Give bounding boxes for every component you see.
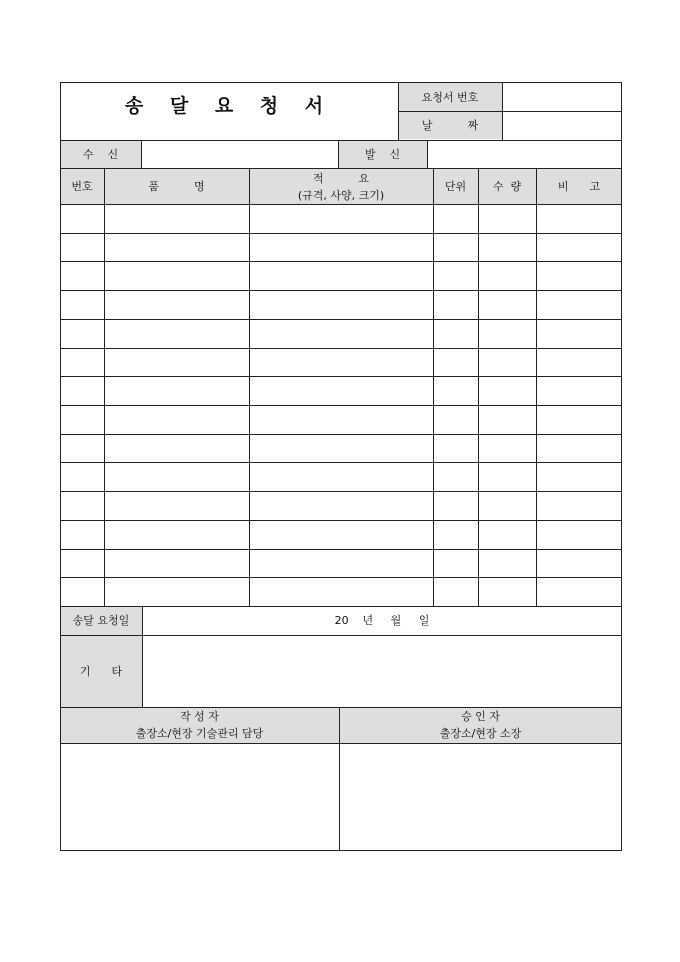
author-role: 출장소/현장 기술관리 담당 xyxy=(135,727,264,740)
table-cell-quantity[interactable] xyxy=(479,234,536,262)
table-cell-name[interactable] xyxy=(105,262,249,290)
table-cell-quantity[interactable] xyxy=(479,435,536,463)
table-cell-name[interactable] xyxy=(105,406,249,434)
table-cell-quantity[interactable] xyxy=(479,262,536,290)
table-cell-name[interactable] xyxy=(105,320,249,348)
table-cell-quantity[interactable] xyxy=(479,406,536,434)
table-cell-quantity[interactable] xyxy=(479,578,536,606)
table-cell-unit[interactable] xyxy=(434,291,478,319)
table-cell-remarks[interactable] xyxy=(537,406,621,434)
table-cell-quantity[interactable] xyxy=(479,550,536,578)
delivery-date-value[interactable]: 20 년 월 일 xyxy=(334,614,430,627)
author-signature-area[interactable] xyxy=(61,744,339,850)
table-cell-name[interactable] xyxy=(105,291,249,319)
table-cell-spec[interactable] xyxy=(250,521,433,549)
row-separator xyxy=(60,348,622,349)
table-cell-unit[interactable] xyxy=(434,463,478,491)
header-spec-detail: (규격, 사양, 크기) xyxy=(297,189,385,202)
table-cell-number[interactable] xyxy=(61,234,104,262)
row-separator xyxy=(60,376,622,377)
table-cell-number[interactable] xyxy=(61,320,104,348)
table-cell-remarks[interactable] xyxy=(537,349,621,377)
row-separator xyxy=(60,405,622,406)
row-separator xyxy=(60,434,622,435)
table-cell-quantity[interactable] xyxy=(479,492,536,520)
recipient-label: 수 신 xyxy=(82,148,119,161)
row-separator xyxy=(60,577,622,578)
table-cell-spec[interactable] xyxy=(250,377,433,405)
table-cell-number[interactable] xyxy=(61,291,104,319)
table-cell-remarks[interactable] xyxy=(537,320,621,348)
table-cell-unit[interactable] xyxy=(434,205,478,233)
table-cell-number[interactable] xyxy=(61,406,104,434)
table-cell-number[interactable] xyxy=(61,205,104,233)
table-cell-remarks[interactable] xyxy=(537,578,621,606)
table-cell-remarks[interactable] xyxy=(537,435,621,463)
header-quantity: 수 량 xyxy=(492,180,522,193)
header-spec: 적 요 xyxy=(312,172,370,185)
table-cell-spec[interactable] xyxy=(250,435,433,463)
table-cell-spec[interactable] xyxy=(250,492,433,520)
table-cell-number[interactable] xyxy=(61,377,104,405)
row-separator xyxy=(60,462,622,463)
other-label: 기 타 xyxy=(79,665,123,678)
sender-field[interactable] xyxy=(428,141,621,168)
row-separator xyxy=(60,233,622,234)
sender-label: 발 신 xyxy=(364,148,401,161)
table-cell-spec[interactable] xyxy=(250,320,433,348)
table-cell-remarks[interactable] xyxy=(537,262,621,290)
recipient-row-bottom xyxy=(60,168,622,169)
table-cell-name[interactable] xyxy=(105,492,249,520)
table-cell-remarks[interactable] xyxy=(537,291,621,319)
header-remarks: 비 고 xyxy=(557,180,601,193)
table-cell-name[interactable] xyxy=(105,234,249,262)
table-cell-name[interactable] xyxy=(105,205,249,233)
table-cell-unit[interactable] xyxy=(434,377,478,405)
approver-title: 승 인 자 xyxy=(461,710,500,723)
items-bottom-line xyxy=(60,606,622,607)
table-cell-spec[interactable] xyxy=(250,234,433,262)
table-cell-spec[interactable] xyxy=(250,463,433,491)
table-cell-quantity[interactable] xyxy=(479,463,536,491)
row-separator xyxy=(60,261,622,262)
table-cell-unit[interactable] xyxy=(434,435,478,463)
table-cell-unit[interactable] xyxy=(434,550,478,578)
table-cell-quantity[interactable] xyxy=(479,320,536,348)
table-cell-spec[interactable] xyxy=(250,406,433,434)
other-field[interactable] xyxy=(143,636,621,707)
table-cell-unit[interactable] xyxy=(434,234,478,262)
table-cell-name[interactable] xyxy=(105,463,249,491)
table-cell-spec[interactable] xyxy=(250,291,433,319)
table-cell-unit[interactable] xyxy=(434,406,478,434)
delivery-date-label: 송달 요청일 xyxy=(72,614,130,627)
table-cell-quantity[interactable] xyxy=(479,291,536,319)
table-cell-remarks[interactable] xyxy=(537,521,621,549)
table-cell-name[interactable] xyxy=(105,578,249,606)
table-cell-number[interactable] xyxy=(61,435,104,463)
table-cell-unit[interactable] xyxy=(434,262,478,290)
table-cell-number[interactable] xyxy=(61,492,104,520)
table-cell-quantity[interactable] xyxy=(479,377,536,405)
table-cell-number[interactable] xyxy=(61,578,104,606)
date-label: 날 짜 xyxy=(421,119,479,132)
document-title: 송 달 요 청 서 xyxy=(124,95,334,117)
author-title: 작 성 자 xyxy=(180,710,219,723)
table-cell-spec[interactable] xyxy=(250,550,433,578)
other-row-bottom xyxy=(60,707,622,708)
table-cell-remarks[interactable] xyxy=(537,550,621,578)
approver-signature-area[interactable] xyxy=(340,744,621,850)
table-cell-name[interactable] xyxy=(105,521,249,549)
table-cell-unit[interactable] xyxy=(434,492,478,520)
row-separator xyxy=(60,319,622,320)
table-cell-name[interactable] xyxy=(105,550,249,578)
table-cell-unit[interactable] xyxy=(434,349,478,377)
table-cell-quantity[interactable] xyxy=(479,349,536,377)
row-separator xyxy=(60,491,622,492)
recipient-field[interactable] xyxy=(142,141,338,168)
table-cell-unit[interactable] xyxy=(434,521,478,549)
table-cell-remarks[interactable] xyxy=(537,463,621,491)
table-cell-number[interactable] xyxy=(61,463,104,491)
table-cell-quantity[interactable] xyxy=(479,205,536,233)
row-separator xyxy=(60,290,622,291)
request-number-label: 요청서 번호 xyxy=(421,91,479,104)
table-cell-name[interactable] xyxy=(105,435,249,463)
table-cell-name[interactable] xyxy=(105,377,249,405)
request-number-field[interactable] xyxy=(503,83,621,111)
table-cell-name[interactable] xyxy=(105,349,249,377)
table-cell-spec[interactable] xyxy=(250,349,433,377)
table-cell-number[interactable] xyxy=(61,262,104,290)
table-cell-number[interactable] xyxy=(61,521,104,549)
table-cell-remarks[interactable] xyxy=(537,234,621,262)
table-cell-remarks[interactable] xyxy=(537,377,621,405)
table-cell-quantity[interactable] xyxy=(479,521,536,549)
table-cell-spec[interactable] xyxy=(250,205,433,233)
table-cell-spec[interactable] xyxy=(250,262,433,290)
table-cell-remarks[interactable] xyxy=(537,492,621,520)
date-field[interactable] xyxy=(503,112,621,140)
header-number: 번호 xyxy=(71,180,93,193)
table-cell-unit[interactable] xyxy=(434,578,478,606)
header-unit: 단위 xyxy=(444,180,467,193)
table-cell-number[interactable] xyxy=(61,349,104,377)
header-item-name: 품 명 xyxy=(148,180,205,193)
table-cell-number[interactable] xyxy=(61,550,104,578)
row-separator xyxy=(60,520,622,521)
table-cell-unit[interactable] xyxy=(434,320,478,348)
approver-role: 출장소/현장 소장 xyxy=(439,727,522,740)
table-cell-remarks[interactable] xyxy=(537,205,621,233)
row-separator xyxy=(60,549,622,550)
table-cell-spec[interactable] xyxy=(250,578,433,606)
